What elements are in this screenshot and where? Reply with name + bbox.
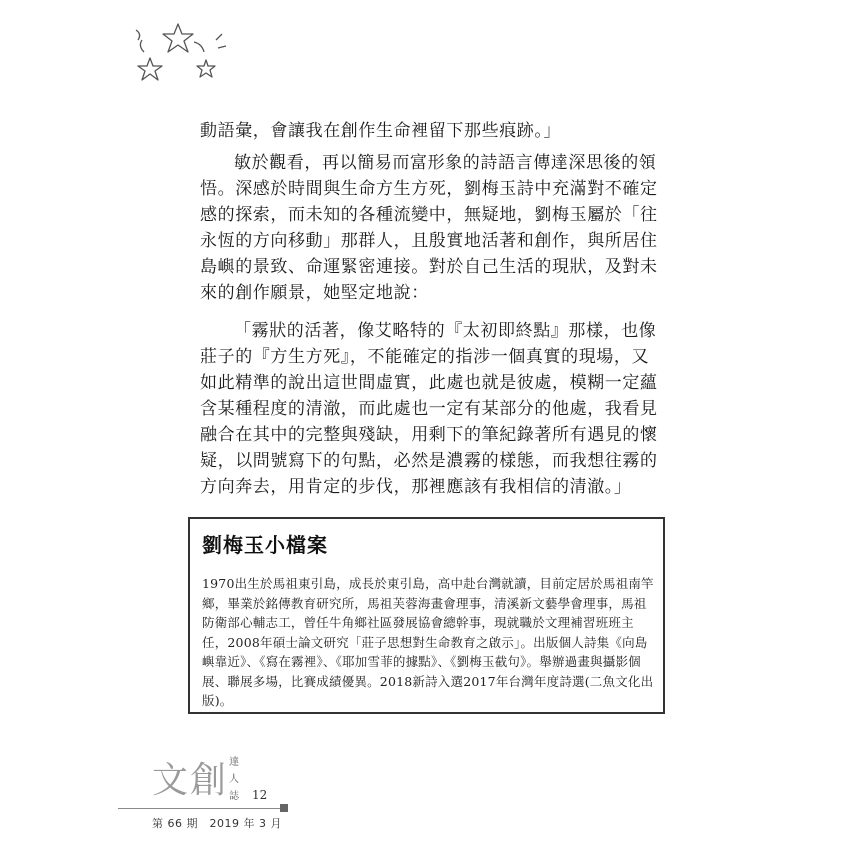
body-paragraph: 動語彙，會讓我在創作生命裡留下那些痕跡。」 bbox=[200, 121, 562, 141]
issue-info: 第 66 期 2019 年 3 月 bbox=[152, 817, 282, 830]
footer-divider bbox=[118, 808, 280, 809]
stars-icon bbox=[128, 20, 228, 90]
profile-title: 劉梅玉小檔案 bbox=[202, 533, 328, 557]
quote-paragraph: 「霧狀的活著，像艾略特的『太初即終點』那樣，也像莊子的『方生方死』，不能確定的指涉一個真實的現場，又如此精準的說出這世間虛實，此處也就是彼處，模糊一定蘊含某種程度的清澈，而此處也一定有某部分的他處，我看見融合在其中的完整與殘缺，用剩下的筆紀錄著所有遇見的懷疑，以問號寫下的句點，必然是濃霧的樣態，而我想往霧的方向奔去，用肯定的步伐，那裡應該有我相信的清澈。」 bbox=[200, 321, 658, 497]
body-paragraph: 敏於觀看，再以簡易而富形象的詩語言傳達深思後的領悟。深感於時間與生命方生方死，劉梅玉詩中充滿對不確定感的探索，而未知的各種流變中，無疑地，劉梅玉屬於「往永恆的方向移動」那群人，且殷實地活著和創作，與所居住島嶼的景致、命運緊密連接。對於自己生活的現狀，及對未來的創作願景，她堅定地說： bbox=[200, 153, 658, 303]
profile-box bbox=[188, 517, 665, 714]
column-label: 達人誌 bbox=[229, 757, 239, 802]
profile-body: 1970出生於馬祖東引島，成長於東引島，高中赴台灣就讀，目前定居於馬祖南竿鄉，畢業於銘傳教育研究所，馬祖芙蓉海畫會理事，清溪新文藝學會理事，馬祖防衛部心輔志工，曾任牛角鄉社區發展協會總幹事，現就職於文理補習班班主任，2008年碩士論文研究「莊子思想對生命教育之啟示」。出版個人詩集《向島嶼靠近》、《寫在霧裡》、《耶加雪菲的據點》、《劉梅玉截句》。舉辦過畫與攝影個展、聯展多場，比賽成績優異。2018新詩入選2017年台灣年度詩選(二魚文化出版)。 bbox=[202, 576, 654, 708]
page-number: 12 bbox=[252, 788, 268, 802]
footer-marker bbox=[280, 804, 288, 812]
magazine-logo: 文創 bbox=[152, 760, 229, 801]
